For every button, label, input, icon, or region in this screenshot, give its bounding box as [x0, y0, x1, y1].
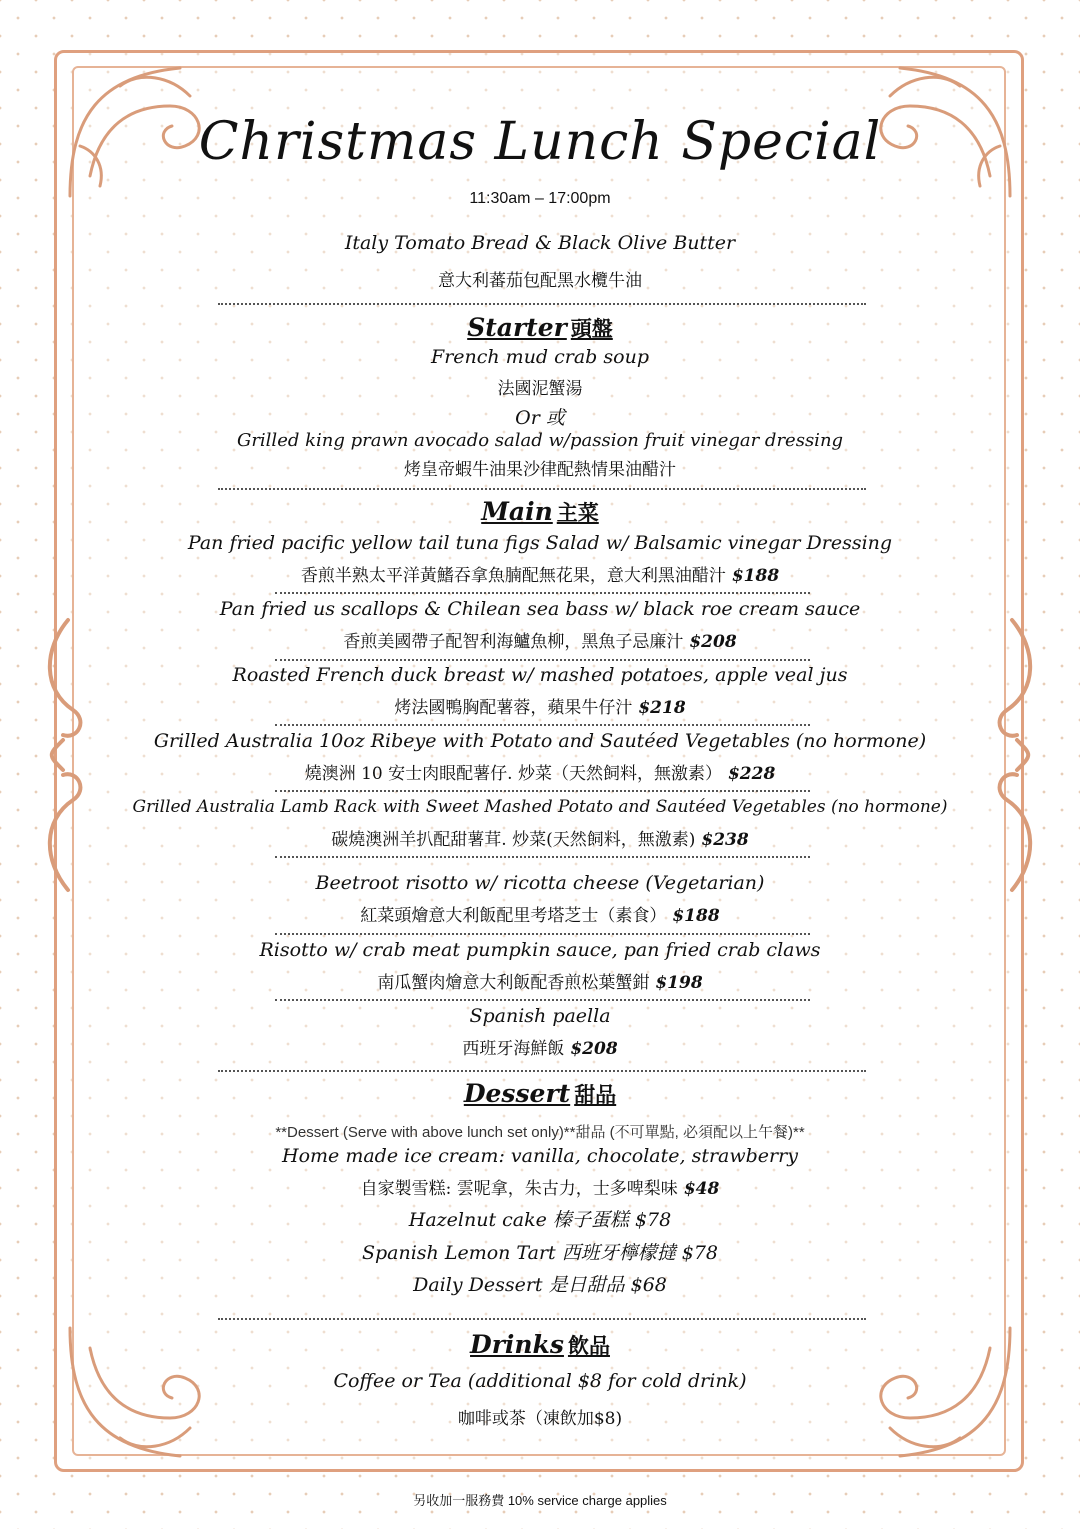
main-item-3-zh [100, 693, 980, 718]
main-item-7-zh [100, 968, 980, 993]
drinks-zh: 咖啡或茶（凍飲加$8) [457, 1409, 623, 1429]
main-item-6-en: Beetroot risotto w/ ricotta cheese (Vegetarian) [315, 872, 765, 894]
dessert-item-1-zh [100, 1174, 980, 1199]
dessert-heading-zh: 甜品 [574, 1082, 617, 1107]
divider [275, 933, 810, 935]
starter-heading-en: Starter [467, 313, 567, 342]
dessert-item-1-price: $48 [683, 1179, 720, 1199]
dessert-item-1-en: Home made ice cream: vanilla, chocolate, strawberry [282, 1145, 798, 1167]
main-heading-zh: 主菜 [556, 500, 599, 525]
starter-item-1-en: French mud crab soup [431, 346, 649, 368]
main-item-4-zh [100, 759, 980, 784]
main-item-1-zh [100, 561, 980, 586]
main-item-2-en: Pan fried us scallops & Chilean sea bass w/ black roe cream sauce [219, 598, 861, 620]
dessert-item-3: Spanish Lemon Tart 西班牙檸檬撻 $78 [361, 1242, 719, 1264]
main-item-1-price: $188 [731, 566, 780, 586]
divider [218, 488, 866, 490]
menu-content [100, 0, 980, 1529]
main-item-3-price: $218 [638, 698, 686, 718]
main-item-8-en: Spanish paella [469, 1005, 611, 1027]
drinks-heading-en: Drinks [470, 1330, 564, 1359]
drinks-heading [100, 1330, 980, 1360]
divider [275, 999, 810, 1001]
drinks-en: Coffee or Tea (additional $8 for cold drink) [333, 1370, 747, 1392]
main-item-7-price: $198 [655, 973, 703, 993]
main-heading [100, 497, 980, 527]
drinks-heading-zh: 飲品 [567, 1333, 610, 1358]
main-item-8-zh-text: 西班牙海鮮飯 [462, 1039, 565, 1059]
divider [275, 724, 810, 726]
starter-item-2-zh: 烤皇帝蝦牛油果沙律配熱情果油醋汁 [404, 460, 676, 480]
main-item-1-en: Pan fried pacific yellow tail tuna figs Salad w/ Balsamic vinegar Dressing [187, 532, 893, 554]
side-ornament-right-icon [982, 610, 1052, 900]
service-hours: 11:30am – 17:00pm [469, 190, 611, 207]
main-item-5-zh-text: 碳燒澳洲羊扒配甜薯茸. 炒菜(天然飼料，無激素) [331, 830, 696, 850]
dessert-heading-en: Dessert [463, 1079, 571, 1108]
divider [218, 1070, 866, 1072]
main-item-8-price: $208 [570, 1039, 618, 1059]
side-ornament-left-icon [28, 610, 98, 900]
main-item-5-zh [100, 825, 980, 850]
main-item-5-en: Grilled Australia Lamb Rack with Sweet Mashed Potato and Sautéed Vegetables (no hormone) [132, 797, 948, 817]
starter-heading [100, 313, 980, 343]
main-item-6-price: $188 [672, 906, 720, 926]
main-item-4-zh-text: 燒澳洲 10 安士肉眼配薯仔. 炒菜（天然飼料，無激素） [304, 764, 722, 784]
divider [275, 659, 810, 661]
starter-item-2-en: Grilled king prawn avocado salad w/passion fruit vinegar dressing [236, 430, 844, 451]
dessert-heading [100, 1079, 980, 1109]
main-item-4-en: Grilled Australia 10oz Ribeye with Potato and Sautéed Vegetables (no hormone) [153, 730, 927, 752]
main-item-3-en: Roasted French duck breast w/ mashed potatoes, apple veal jus [232, 664, 848, 686]
main-item-2-price: $208 [689, 632, 737, 652]
starter-item-1-zh: 法國泥蟹湯 [497, 379, 583, 399]
bread-en: Italy Tomato Bread & Black Olive Butter [344, 232, 736, 254]
starter-or: Or 或 [515, 407, 565, 429]
main-item-1-zh-text: 香煎半熟太平洋黃鰭吞拿魚腩配無花果，意大利黑油醋汁 [300, 566, 726, 586]
main-item-6-zh-text: 紅菜頭燴意大利飯配里考塔芝士（素食） [360, 906, 667, 926]
main-item-8-zh [100, 1034, 980, 1059]
main-heading-en: Main [481, 497, 553, 526]
starter-heading-zh: 頭盤 [570, 316, 613, 341]
dessert-item-1-zh-text: 自家製雪糕: 雲呢拿，朱古力，士多啤梨味 [360, 1179, 678, 1199]
main-item-5-price: $238 [701, 830, 749, 850]
divider [218, 1318, 866, 1320]
main-item-2-zh [100, 627, 980, 652]
bread-zh: 意大利蕃茄包配黑水欖牛油 [438, 271, 642, 291]
divider [275, 790, 810, 792]
divider [218, 303, 866, 305]
menu-title: Christmas Lunch Special [198, 112, 882, 172]
dessert-item-4: Daily Dessert 是日甜品 $68 [413, 1274, 667, 1296]
main-item-7-en: Risotto w/ crab meat pumpkin sauce, pan fried crab claws [259, 939, 821, 961]
divider [275, 592, 810, 594]
main-item-6-zh [100, 901, 980, 926]
main-item-3-zh-text: 烤法國鴨胸配薯蓉，蘋果牛仔汁 [394, 698, 633, 718]
main-item-2-zh-text: 香煎美國帶子配智利海鱸魚柳，黑魚子忌廉汁 [343, 632, 684, 652]
main-item-7-zh-text: 南瓜蟹肉燴意大利飯配香煎松葉蟹鉗 [377, 973, 650, 993]
dessert-note: **Dessert (Serve with above lunch set only)**甜品 (不可單點, 必須配以上午餐)** [275, 1124, 805, 1141]
dessert-item-2: Hazelnut cake 榛子蛋糕 $78 [408, 1209, 672, 1231]
service-charge-footer: 另收加一服務費 10% service charge applies [413, 1493, 667, 1508]
main-item-4-price: $228 [727, 764, 776, 784]
divider [275, 856, 810, 858]
